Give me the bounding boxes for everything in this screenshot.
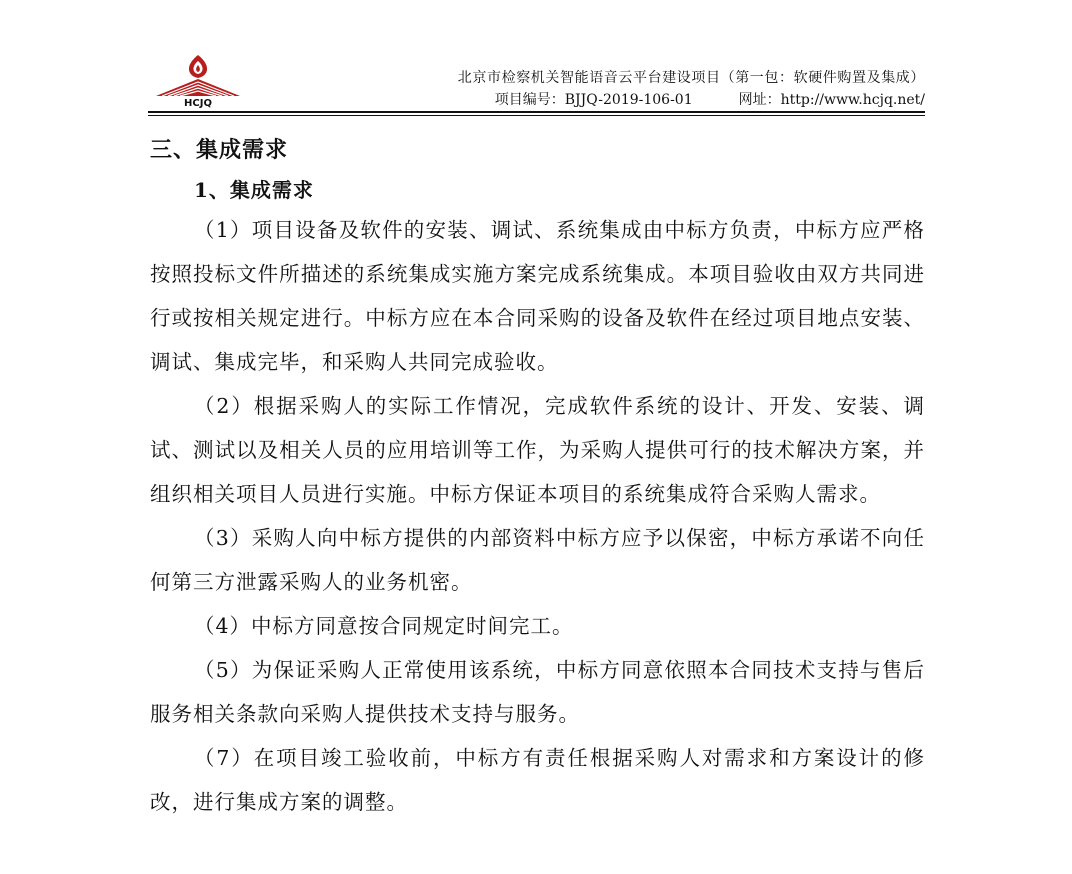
page-header [148, 48, 925, 116]
header-text [458, 67, 925, 111]
paragraph: （1）项目设备及软件的安装、调试、系统集成由中标方负责，中标方应严格按照投标文件所描述的系统集成实施方案完成系统集成。本项目验收由双方共同进行或按相关规定进行。中标方应在本合同采购的设备及软件在经过项目地点安装、调试、集成完毕，和采购人共同完成验收。 [150, 218, 925, 374]
paragraph: （7）在项目竣工验收前，中标方有责任根据采购人对需求和方案设计的修改，进行集成方案的调整。 [150, 746, 925, 814]
document-body [150, 120, 925, 824]
paragraph: （4）中标方同意按合同规定时间完工。 [194, 614, 574, 638]
logo-label: HCJQ [184, 98, 212, 109]
hcjq-logo-icon [148, 48, 248, 110]
paragraph: （5）为保证采购人正常使用该系统，中标方同意依照本合同技术支持与售后服务相关条款向采购人提供技术支持与服务。 [150, 658, 925, 726]
header-rule-thin [148, 115, 925, 116]
section-title: 三、集成需求 [150, 137, 289, 163]
project-title: 北京市检察机关智能语音云平台建设项目（第一包：软硬件购置及集成） [457, 70, 925, 86]
paragraph: （3）采购人向中标方提供的内部资料中标方应予以保密，中标方承诺不向任何第三方泄露采购人的业务机密。 [150, 526, 925, 594]
project-number: BJJQ-2019-106-01 [564, 92, 693, 108]
project-number-label: 项目编号： [494, 92, 565, 108]
paragraph: （2）根据采购人的实际工作情况，完成软件系统的设计、开发、安装、调试、测试以及相关人员的应用培训等工作，为采购人提供可行的技术解决方案，并组织相关项目人员进行实施。中标方保证本项目的系统集成符合采购人需求。 [150, 394, 925, 506]
header-rule-thick [148, 111, 925, 113]
website-link[interactable]: http://www.hcjq.net/ [780, 92, 925, 108]
subsection-title: 1、集成需求 [194, 178, 314, 202]
project-meta [458, 89, 925, 111]
website-label: 网址： [738, 92, 781, 108]
